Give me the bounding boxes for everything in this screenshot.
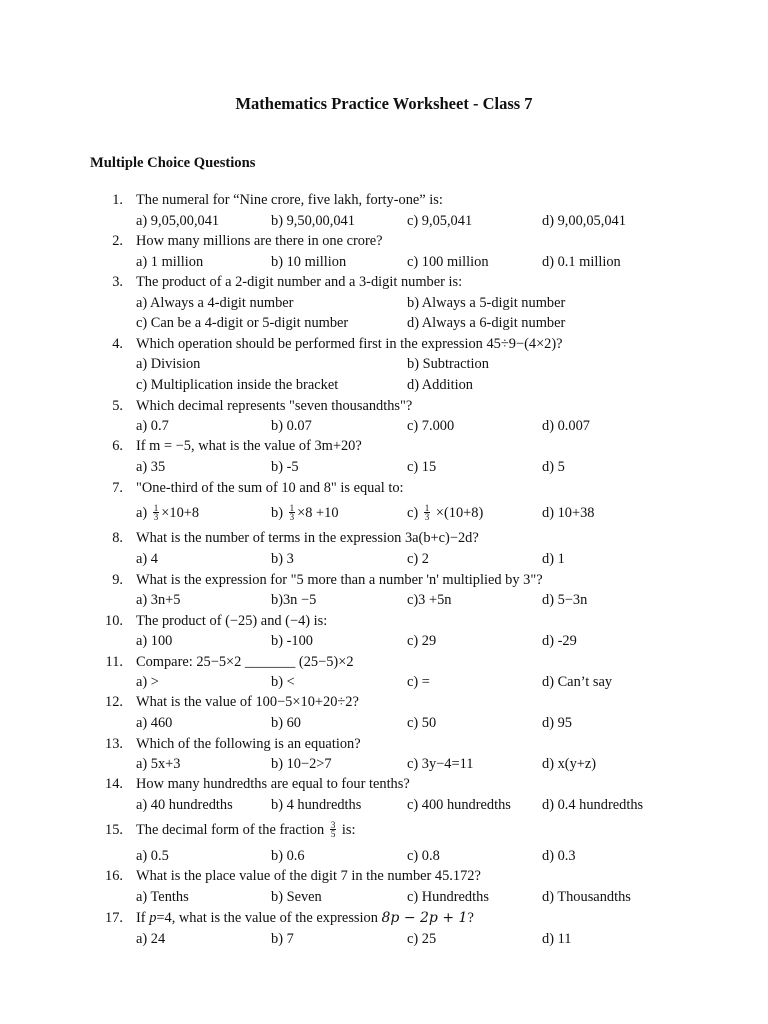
option-c[interactable]: c) 0.8	[407, 848, 440, 864]
option-b[interactable]: b) 3	[271, 551, 294, 567]
question-1	[0, 190, 768, 210]
question-14	[0, 774, 768, 794]
options-row	[0, 252, 768, 272]
options-row	[0, 590, 768, 610]
option-b[interactable]: b) -5	[271, 459, 299, 475]
question-10	[0, 611, 768, 631]
fraction-one-third: $\frac{1}{3}$	[153, 503, 159, 523]
question-16	[0, 866, 768, 886]
option-a[interactable]: a) Always a 4-digit number	[136, 295, 294, 311]
question-number: 11.	[105, 654, 123, 670]
option-a[interactable]: a) 24	[136, 931, 166, 947]
question-number: 10.	[105, 613, 123, 629]
question-text: Compare: 25−5×2 _______ (25−5)×2	[136, 654, 354, 670]
option-text: ×8 +10	[297, 505, 339, 521]
math-expression: 8p − 2p + 1	[381, 910, 468, 926]
option-a[interactable]: a) 100	[136, 633, 173, 649]
option-a[interactable]: a) Tenths	[136, 889, 189, 905]
options-row	[0, 354, 768, 374]
option-prefix: c)	[407, 505, 422, 521]
question-text: Which decimal represents "seven thousandths"?	[136, 398, 413, 414]
question-17	[0, 908, 768, 928]
option-c[interactable]: c) Multiplication inside the bracket	[136, 377, 339, 393]
option-a[interactable]: a) 1 million	[136, 254, 204, 270]
option-c[interactable]: c) 2	[407, 551, 429, 567]
option-d[interactable]: d) Addition	[407, 377, 473, 393]
question-text: What is the place value of the digit 7 in the number 45.172?	[136, 868, 481, 884]
options-row	[0, 887, 768, 907]
option-a[interactable]: a) >	[136, 674, 159, 690]
option-c[interactable]: c)3 +5n	[407, 592, 452, 608]
question-7	[0, 478, 768, 498]
option-a[interactable]: a) 4	[136, 551, 158, 567]
option-c[interactable]: c) 400 hundredths	[407, 797, 511, 813]
question-text: "One-third of the sum of 10 and 8" is equal to:	[136, 480, 404, 496]
question-number: 5.	[112, 398, 123, 414]
option-b[interactable]: b) Seven	[271, 889, 322, 905]
option-d[interactable]: d) Can’t say	[542, 674, 613, 690]
question-5	[0, 396, 768, 416]
question-8	[0, 528, 768, 548]
option-d[interactable]: d) Always a 6-digit number	[407, 315, 566, 331]
option-d[interactable]: d) x(y+z)	[542, 756, 597, 772]
options-row	[0, 672, 768, 692]
option-d[interactable]: d) -29	[542, 633, 577, 649]
options-row	[0, 631, 768, 651]
options-row	[0, 416, 768, 436]
option-text: ×10+8	[161, 505, 200, 521]
option-text: ×(10+8)	[432, 505, 484, 521]
question-text: How many hundredths are equal to four tenths?	[136, 776, 410, 792]
question-text: Which operation should be performed first in the expression 45÷9−(4×2)?	[136, 336, 563, 352]
option-d[interactable]: d) 1	[542, 551, 565, 567]
options-row	[0, 313, 768, 333]
option-a[interactable]: a) 35	[136, 459, 166, 475]
question-number: 3.	[112, 274, 123, 290]
option-d[interactable]: d) 9,00,05,041	[542, 213, 626, 229]
option-a[interactable]: a) 9,05,00,041	[136, 213, 220, 229]
options-row	[0, 502, 768, 524]
question-number: 2.	[112, 233, 123, 249]
option-prefix: a)	[136, 505, 151, 521]
option-d[interactable]: d) 0.007	[542, 418, 590, 434]
question-text: If p=4, what is the value of the expression 8p − 2p + 1?	[136, 910, 474, 926]
option-prefix: b)	[271, 505, 287, 521]
options-row	[0, 929, 768, 949]
option-d[interactable]: d) 5	[542, 459, 565, 475]
option-a[interactable]: a) 0.7	[136, 418, 169, 434]
question-11	[0, 652, 768, 672]
question-number: 15.	[105, 822, 123, 838]
question-15	[0, 818, 768, 842]
question-number: 8.	[112, 530, 123, 546]
option-d[interactable]: d) 0.3	[542, 848, 576, 864]
option-d[interactable]: d) 0.1 million	[542, 254, 621, 270]
options-row	[0, 375, 768, 395]
option-d[interactable]: d) 5−3n	[542, 592, 588, 608]
option-c[interactable]: c) 7.000	[407, 418, 455, 434]
question-number: 1.	[112, 192, 123, 208]
option-c[interactable]	[407, 502, 483, 524]
option-c[interactable]: c) =	[407, 674, 430, 690]
option-b[interactable]: b) -100	[271, 633, 313, 649]
option-d[interactable]: d) 0.4 hundredths	[542, 797, 644, 813]
section-heading: Multiple Choice Questions	[90, 155, 256, 171]
option-a[interactable]: a) 0.5	[136, 848, 169, 864]
option-a[interactable]: a) 40 hundredths	[136, 797, 233, 813]
question-text: What is the value of 100−5×10+20÷2?	[136, 694, 359, 710]
options-row	[0, 549, 768, 569]
option-c[interactable]: c) 9,05,041	[407, 213, 473, 229]
option-b[interactable]: b) <	[271, 674, 295, 690]
worksheet-title: Mathematics Practice Worksheet - Class 7	[235, 94, 533, 113]
question-9	[0, 570, 768, 590]
option-c[interactable]: c) 25	[407, 931, 437, 947]
option-b[interactable]: b) 0.07	[271, 418, 312, 434]
option-d[interactable]: d) 10+38	[542, 505, 595, 521]
question-number: 16.	[105, 868, 123, 884]
option-c[interactable]: c) Hundredths	[407, 889, 489, 905]
fraction-one-third: $\frac{1}{3}$	[289, 503, 295, 523]
question-number: 7.	[112, 480, 123, 496]
option-b[interactable]: b) 4 hundredths	[271, 797, 362, 813]
question-6	[0, 436, 768, 456]
options-row	[0, 754, 768, 774]
option-d[interactable]: d) 11	[542, 931, 572, 947]
option-c[interactable]: c) 29	[407, 633, 437, 649]
option-c[interactable]: c) 100 million	[407, 254, 489, 270]
option-b[interactable]: b) 10−2>7	[271, 756, 332, 772]
question-text: How many millions are there in one crore?	[136, 233, 383, 249]
option-b[interactable]: b) 10 million	[271, 254, 347, 270]
question-12	[0, 692, 768, 712]
option-a[interactable]	[136, 502, 199, 524]
question-number: 12.	[105, 694, 123, 710]
options-row	[0, 457, 768, 477]
option-a[interactable]: a) 460	[136, 715, 173, 731]
question-number: 17.	[105, 910, 123, 926]
question-number: 13.	[105, 736, 123, 752]
option-b[interactable]: b) 7	[271, 931, 294, 947]
option-a[interactable]: a) Division	[136, 356, 201, 372]
option-c[interactable]: c) 50	[407, 715, 437, 731]
option-b[interactable]	[271, 502, 339, 524]
option-b[interactable]: b) Always a 5-digit number	[407, 295, 566, 311]
options-row	[0, 211, 768, 231]
option-b[interactable]: b) 0.6	[271, 848, 305, 864]
options-row	[0, 795, 768, 815]
option-c[interactable]: c) Can be a 4-digit or 5-digit number	[136, 315, 349, 331]
question-text: What is the number of terms in the expression 3a(b+c)−2d?	[136, 530, 479, 546]
options-row	[0, 846, 768, 866]
option-b[interactable]: b)3n −5	[271, 592, 317, 608]
question-text: What is the expression for "5 more than a number 'n' multiplied by 3"?	[136, 572, 543, 588]
question-3	[0, 272, 768, 292]
question-2	[0, 231, 768, 251]
option-d[interactable]: d) Thousandths	[542, 889, 631, 905]
option-c[interactable]: c) 15	[407, 459, 437, 475]
question-text: The product of a 2-digit number and a 3-digit number is:	[136, 274, 463, 290]
fraction-three-fifths: $\frac{3}{5}$	[330, 820, 336, 840]
question-text: The numeral for “Nine crore, five lakh, forty-one” is:	[136, 192, 443, 208]
question-text: The product of (−25) and (−4) is:	[136, 613, 328, 629]
question-4	[0, 334, 768, 354]
options-row	[0, 713, 768, 733]
question-number: 9.	[112, 572, 123, 588]
option-b[interactable]: b) 60	[271, 715, 301, 731]
question-number: 4.	[112, 336, 123, 352]
option-a[interactable]: a) 5x+3	[136, 756, 181, 772]
option-a[interactable]: a) 3n+5	[136, 592, 181, 608]
options-row	[0, 293, 768, 313]
question-number: 14.	[105, 776, 123, 792]
question-text: Which of the following is an equation?	[136, 736, 361, 752]
question-number: 6.	[112, 438, 123, 454]
option-c[interactable]: c) 3y−4=11	[407, 756, 474, 772]
question-text: The decimal form of the fraction $\frac{3}{5}$ is:	[136, 820, 356, 840]
question-text: If m = −5, what is the value of 3m+20?	[136, 438, 362, 454]
question-13	[0, 734, 768, 754]
option-b[interactable]: b) 9,50,00,041	[271, 213, 355, 229]
option-d[interactable]: d) 95	[542, 715, 572, 731]
option-b[interactable]: b) Subtraction	[407, 356, 489, 372]
fraction-one-third: $\frac{1}{3}$	[424, 503, 430, 523]
